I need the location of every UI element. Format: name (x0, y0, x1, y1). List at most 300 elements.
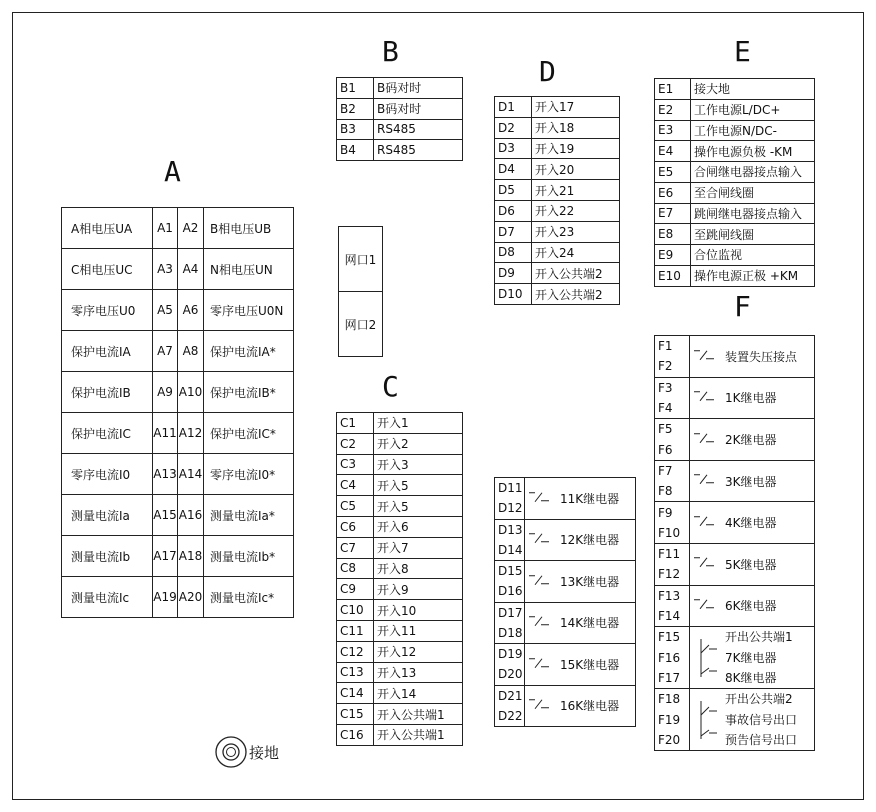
terminal-label: 工作电源N/DC- (690, 121, 814, 141)
terminal-row (337, 434, 462, 455)
relay-contact (689, 502, 725, 543)
relay-contact-icon (690, 461, 724, 502)
relay-terminal-ids (655, 502, 689, 543)
terminal-id[interactable]: A11 (152, 413, 177, 453)
terminal-id[interactable]: F19 (658, 712, 681, 727)
terminal-id[interactable]: E3 (658, 123, 674, 138)
terminal-id[interactable]: E8 (658, 227, 674, 242)
terminal-label: 开入公共端2 (531, 284, 619, 304)
relay-contact (689, 461, 725, 502)
terminal-row (62, 331, 293, 372)
terminal-label: 开入6 (373, 517, 462, 537)
relay-row (495, 644, 635, 686)
relay-contact-icon (525, 644, 559, 685)
terminal-row (62, 249, 293, 290)
relay-contact (524, 561, 560, 602)
terminal-label-right: N相电压UN (203, 249, 293, 289)
terminal-row (655, 100, 814, 121)
relay-row (655, 502, 814, 544)
terminal-id[interactable]: F14 (658, 609, 681, 623)
relay-label: 6K继电器 (725, 599, 777, 614)
terminal-row (337, 455, 462, 476)
terminal-id[interactable]: C3 (340, 457, 357, 472)
terminal-row (495, 284, 619, 305)
terminal-row (337, 517, 462, 538)
relay-contact-icon (690, 502, 724, 543)
relay-label: 15K继电器 (560, 657, 620, 672)
terminal-id[interactable]: C4 (340, 478, 357, 493)
terminal-id[interactable]: A3 (152, 249, 177, 289)
terminal-id[interactable]: D16 (498, 584, 523, 599)
terminal-id[interactable]: C6 (340, 519, 357, 534)
terminal-id[interactable]: A5 (152, 290, 177, 330)
terminal-label: 开入19 (531, 139, 619, 159)
terminal-label: 开入17 (531, 97, 619, 117)
terminal-id[interactable]: D13 (498, 522, 523, 537)
terminal-label: 开入20 (531, 159, 619, 179)
terminal-label-left: 测量电流Ia (71, 508, 130, 523)
relay-contact (524, 478, 560, 519)
terminal-row (62, 208, 293, 249)
terminal-id[interactable]: F2 (658, 359, 673, 374)
terminal-row (62, 290, 293, 331)
terminal-label: 开入18 (531, 118, 619, 138)
relay-contact-icon (690, 544, 724, 585)
ground-icon (215, 736, 247, 768)
terminal-row (62, 495, 293, 536)
relay-group-row (655, 689, 814, 751)
terminal-block-f (654, 335, 815, 751)
terminal-row (337, 600, 462, 621)
terminal-id[interactable]: C16 (340, 727, 364, 742)
terminal-row (62, 454, 293, 495)
terminal-label-left: 保护电流IA (71, 344, 131, 359)
terminal-id[interactable]: D21 (498, 688, 523, 703)
terminal-row (655, 204, 814, 225)
terminal-row (337, 120, 462, 141)
relay-group-row (655, 627, 814, 689)
terminal-id[interactable]: A8 (177, 331, 203, 371)
terminal-id[interactable]: D18 (498, 625, 523, 640)
terminal-row (495, 222, 619, 243)
relay-contact-icon (525, 561, 559, 602)
network-ports (338, 226, 383, 357)
terminal-block-d (494, 96, 620, 305)
terminal-id[interactable]: E10 (658, 268, 681, 283)
terminal-row (655, 162, 814, 183)
terminal-label: 开入24 (531, 243, 619, 263)
relay-label: 3K继电器 (725, 474, 777, 489)
terminal-label: 操作电源正极 +KM (690, 266, 814, 286)
terminal-label: 开入11 (373, 621, 462, 641)
terminal-row (337, 725, 462, 746)
terminal-label-right: 测量电流Ib* (203, 536, 293, 576)
relay-contact-icon (525, 686, 559, 727)
terminal-label: 开入21 (531, 180, 619, 200)
terminal-label: 开入7 (373, 538, 462, 558)
terminal-label-right: 保护电流IB* (203, 372, 293, 412)
terminal-label-right: 保护电流IC* (203, 413, 293, 453)
relay-contact (689, 336, 725, 377)
terminal-id[interactable]: A19 (152, 577, 177, 617)
terminal-id[interactable]: E7 (658, 206, 674, 221)
terminal-label: 操作电源负极 -KM (690, 141, 814, 161)
terminal-row (655, 141, 814, 162)
relay-contact-group-icon (691, 627, 725, 688)
terminal-row (655, 183, 814, 204)
terminal-id[interactable]: F20 (658, 732, 681, 747)
relay-row (495, 520, 635, 562)
relay-label: 12K继电器 (560, 533, 620, 548)
terminal-id[interactable]: D22 (498, 708, 523, 723)
terminal-id[interactable]: D11 (498, 481, 523, 496)
terminal-id[interactable]: C12 (340, 644, 364, 659)
terminal-row (337, 475, 462, 496)
terminal-label-left: 保护电流IB (71, 385, 131, 400)
terminal-id[interactable]: E9 (658, 247, 674, 262)
terminal-label: 接大地 (690, 79, 814, 99)
terminal-id[interactable]: E6 (658, 185, 674, 200)
terminal-id[interactable]: D15 (498, 564, 523, 579)
terminal-id[interactable]: F5 (658, 422, 673, 437)
relay-row (655, 336, 814, 378)
relay-label: 1K继电器 (725, 391, 777, 406)
terminal-id[interactable]: F12 (658, 567, 681, 582)
terminal-id[interactable]: C8 (340, 561, 357, 576)
relay-row (495, 478, 635, 520)
terminal-id[interactable]: B2 (340, 101, 356, 116)
terminal-id[interactable]: F18 (658, 692, 681, 707)
network-port-2[interactable]: 网口2 (344, 317, 377, 332)
terminal-id[interactable]: F13 (658, 588, 681, 603)
terminal-label: 开入5 (373, 496, 462, 516)
terminal-row (655, 266, 814, 287)
terminal-label: 开入5 (373, 475, 462, 495)
terminal-id[interactable]: B3 (340, 122, 356, 137)
terminal-id[interactable]: D1 (498, 99, 515, 114)
relay-label: 5K继电器 (725, 557, 777, 572)
terminal-id[interactable]: C9 (340, 582, 357, 597)
terminal-id[interactable]: D17 (498, 605, 523, 620)
terminal-label: 开入14 (373, 683, 462, 703)
relay-terminal-ids (495, 686, 524, 727)
terminal-id[interactable]: D4 (498, 162, 515, 177)
terminal-id[interactable]: F4 (658, 401, 673, 416)
terminal-id[interactable]: C10 (340, 603, 364, 618)
terminal-id[interactable]: B4 (340, 143, 356, 158)
terminal-id[interactable]: F7 (658, 463, 673, 478)
terminal-row (337, 538, 462, 559)
relay-label: 16K继电器 (560, 699, 620, 714)
terminal-id[interactable]: D7 (498, 224, 515, 239)
terminal-id[interactable]: A20 (177, 577, 203, 617)
relay-terminal-ids (655, 336, 689, 377)
terminal-row (495, 201, 619, 222)
terminal-label: 合位监视 (690, 245, 814, 265)
terminal-row (337, 621, 462, 642)
terminal-row (495, 97, 619, 118)
terminal-label: 开入1 (373, 413, 462, 433)
relay-contact (524, 686, 560, 727)
terminal-label: 开入12 (373, 642, 462, 662)
terminal-id[interactable]: A12 (177, 413, 203, 453)
terminal-label: 开入23 (531, 222, 619, 242)
relay-label: 4K继电器 (725, 516, 777, 531)
block-title-d: D (539, 55, 556, 88)
terminal-label: 开入22 (531, 201, 619, 221)
terminal-id[interactable]: C7 (340, 540, 357, 555)
block-title-f: F (734, 290, 751, 323)
relay-terminal-ids (495, 603, 524, 644)
terminal-label: 开入9 (373, 579, 462, 599)
terminal-id[interactable]: C1 (340, 415, 357, 430)
relay-terminal-ids (495, 478, 524, 519)
relay-contact (689, 419, 725, 460)
relay-contact (689, 586, 725, 627)
terminal-id[interactable]: C13 (340, 665, 364, 680)
terminal-label: 跳闸继电器接点输入 (690, 204, 814, 224)
relay-terminal-ids (655, 689, 689, 750)
terminal-label-right: 零序电压U0N (203, 290, 293, 330)
terminal-block-b (336, 77, 463, 161)
relay-row (655, 378, 814, 420)
terminal-label-left: C相电压UC (71, 262, 133, 277)
terminal-id[interactable]: B1 (340, 80, 356, 95)
relay-group-labels (725, 627, 814, 688)
relay-terminal-ids (655, 419, 689, 460)
terminal-label: 开入10 (373, 600, 462, 620)
terminal-row (62, 536, 293, 577)
terminal-label: 至跳闸线圈 (690, 224, 814, 244)
block-title-e: E (734, 35, 751, 68)
terminal-row (337, 99, 462, 120)
terminal-row (655, 245, 814, 266)
terminal-row (337, 140, 462, 161)
terminal-row (337, 663, 462, 684)
terminal-row (655, 224, 814, 245)
terminal-label-right: B相电压UB (203, 208, 293, 248)
relay-contact (689, 627, 725, 688)
terminal-row (337, 683, 462, 704)
relay-label: 开出公共端2 (725, 692, 793, 707)
terminal-id[interactable]: A6 (177, 290, 203, 330)
terminal-id[interactable]: F8 (658, 484, 673, 499)
relay-contact-icon (525, 478, 559, 519)
terminal-id[interactable]: D19 (498, 647, 523, 662)
relay-label: 14K继电器 (560, 616, 620, 631)
block-title-a: A (164, 155, 181, 188)
terminal-block-c (336, 412, 463, 746)
terminal-row (337, 704, 462, 725)
terminal-id[interactable]: F16 (658, 650, 681, 665)
relay-contact (524, 520, 560, 561)
relay-label: 预告信号出口 (725, 732, 798, 747)
terminal-id[interactable]: F11 (658, 547, 681, 562)
relay-terminal-ids (495, 520, 524, 561)
terminal-row (655, 79, 814, 100)
terminal-id[interactable]: F1 (658, 339, 673, 354)
terminal-label: 开入3 (373, 455, 462, 475)
relay-row (495, 686, 635, 728)
terminal-id[interactable]: D5 (498, 183, 515, 198)
relay-row (495, 561, 635, 603)
terminal-id[interactable]: F10 (658, 525, 681, 540)
terminal-id[interactable]: A15 (152, 495, 177, 535)
terminal-id[interactable]: E1 (658, 81, 674, 96)
relay-contact (689, 378, 725, 419)
terminal-row (655, 121, 814, 142)
terminal-id[interactable]: E5 (658, 164, 674, 179)
terminal-label: 开入8 (373, 559, 462, 579)
terminal-id[interactable]: D14 (498, 542, 523, 557)
relay-terminal-ids (495, 561, 524, 602)
terminal-id[interactable]: A14 (177, 454, 203, 494)
terminal-label-right: 保护电流IA* (203, 331, 293, 371)
terminal-label: 合闸继电器接点输入 (690, 162, 814, 182)
terminal-id[interactable]: C5 (340, 499, 357, 514)
relay-label: 事故信号出口 (725, 712, 798, 727)
terminal-row (495, 263, 619, 284)
block-title-b: B (382, 35, 399, 68)
terminal-id[interactable]: A7 (152, 331, 177, 371)
relay-contact-icon (525, 520, 559, 561)
relay-row (655, 419, 814, 461)
relay-terminal-ids (495, 644, 524, 685)
terminal-id[interactable]: D2 (498, 120, 515, 135)
terminal-row (495, 243, 619, 264)
terminal-label: 开入公共端1 (373, 704, 462, 724)
ground-terminal (215, 736, 279, 768)
terminal-block-d-relays (494, 477, 636, 727)
terminal-label-right: 测量电流Ic* (203, 577, 293, 617)
relay-contact (689, 689, 725, 750)
terminal-row (495, 139, 619, 160)
terminal-label: RS485 (373, 140, 462, 160)
terminal-id[interactable]: F17 (658, 670, 681, 685)
terminal-row (62, 413, 293, 454)
terminal-row (337, 642, 462, 663)
terminal-label-left: A相电压UA (71, 221, 133, 236)
terminal-row (495, 180, 619, 201)
relay-terminal-ids (655, 586, 689, 627)
terminal-row (337, 413, 462, 434)
relay-contact-icon (690, 336, 724, 377)
terminal-id[interactable]: A4 (177, 249, 203, 289)
relay-group-labels (725, 689, 814, 750)
terminal-id[interactable]: C2 (340, 436, 357, 451)
relay-label: 2K继电器 (725, 432, 777, 447)
terminal-id[interactable]: A2 (177, 208, 203, 248)
terminal-label-left: 测量电流Ic (71, 590, 130, 605)
terminal-row (62, 577, 293, 618)
relay-label: 7K继电器 (725, 650, 777, 665)
relay-contact-icon (690, 586, 724, 627)
terminal-id[interactable]: D9 (498, 266, 515, 281)
relay-row (655, 544, 814, 586)
relay-contact (689, 544, 725, 585)
terminal-row (337, 559, 462, 580)
terminal-label: RS485 (373, 120, 462, 140)
terminal-id[interactable]: F9 (658, 505, 673, 520)
terminal-id[interactable]: D12 (498, 501, 523, 516)
terminal-block-a (61, 207, 294, 618)
terminal-label-left: 测量电流Ib (71, 549, 131, 564)
terminal-row (337, 579, 462, 600)
terminal-id[interactable]: A9 (152, 372, 177, 412)
relay-contact (524, 644, 560, 685)
terminal-label-left: 零序电流I0 (71, 467, 131, 482)
terminal-id[interactable]: C15 (340, 707, 364, 722)
terminal-id[interactable]: C11 (340, 623, 364, 638)
relay-contact (524, 603, 560, 644)
terminal-row (62, 372, 293, 413)
terminal-label: 工作电源L/DC+ (690, 100, 814, 120)
terminal-label-left: 零序电压U0 (71, 303, 136, 318)
relay-row (655, 586, 814, 628)
terminal-label: 至合闸线圈 (690, 183, 814, 203)
relay-contact-icon (525, 603, 559, 644)
terminal-label: 开入13 (373, 663, 462, 683)
terminal-row (337, 78, 462, 99)
relay-label: 开出公共端1 (725, 630, 793, 645)
terminal-label-left: 保护电流IC (71, 426, 131, 441)
terminal-label: 开入公共端1 (373, 725, 462, 745)
terminal-id[interactable]: D6 (498, 203, 515, 218)
terminal-label: 开入公共端2 (531, 263, 619, 283)
relay-terminal-ids (655, 544, 689, 585)
relay-terminal-ids (655, 378, 689, 419)
terminal-id[interactable]: E2 (658, 102, 674, 117)
ground-label: 接地 (249, 743, 280, 762)
terminal-row (337, 496, 462, 517)
relay-label: 11K继电器 (560, 491, 620, 506)
relay-contact-icon (690, 419, 724, 460)
relay-label: 8K继电器 (725, 670, 777, 685)
terminal-label: B码对时 (373, 99, 462, 119)
relay-label: 13K继电器 (560, 574, 620, 589)
terminal-id[interactable]: D10 (498, 287, 523, 302)
network-port-1[interactable]: 网口1 (339, 227, 382, 292)
terminal-id[interactable]: A1 (152, 208, 177, 248)
terminal-id[interactable]: F15 (658, 630, 681, 645)
terminal-id[interactable]: A16 (177, 495, 203, 535)
terminal-id[interactable]: E4 (658, 144, 674, 159)
relay-terminal-ids (655, 461, 689, 502)
terminal-row (495, 118, 619, 139)
terminal-label-right: 零序电流I0* (203, 454, 293, 494)
terminal-id[interactable]: D8 (498, 245, 515, 260)
relay-row (495, 603, 635, 645)
terminal-id[interactable]: F3 (658, 380, 673, 395)
block-title-c: C (382, 370, 399, 403)
relay-contact-icon (690, 378, 724, 419)
relay-label: 装置失压接点 (725, 349, 798, 364)
terminal-id[interactable]: A17 (152, 536, 177, 576)
terminal-label: 开入2 (373, 434, 462, 454)
terminal-label-right: 测量电流Ia* (203, 495, 293, 535)
relay-contact-group-icon (691, 689, 725, 750)
terminal-block-e (654, 78, 815, 287)
terminal-id[interactable]: A18 (177, 536, 203, 576)
terminal-id[interactable]: D20 (498, 667, 523, 682)
terminal-id[interactable]: A13 (152, 454, 177, 494)
terminal-id[interactable]: D3 (498, 141, 515, 156)
terminal-id[interactable]: F6 (658, 442, 673, 457)
terminal-id[interactable]: C14 (340, 686, 364, 701)
relay-row (655, 461, 814, 503)
terminal-id[interactable]: A10 (177, 372, 203, 412)
terminal-label: B码对时 (373, 78, 462, 98)
